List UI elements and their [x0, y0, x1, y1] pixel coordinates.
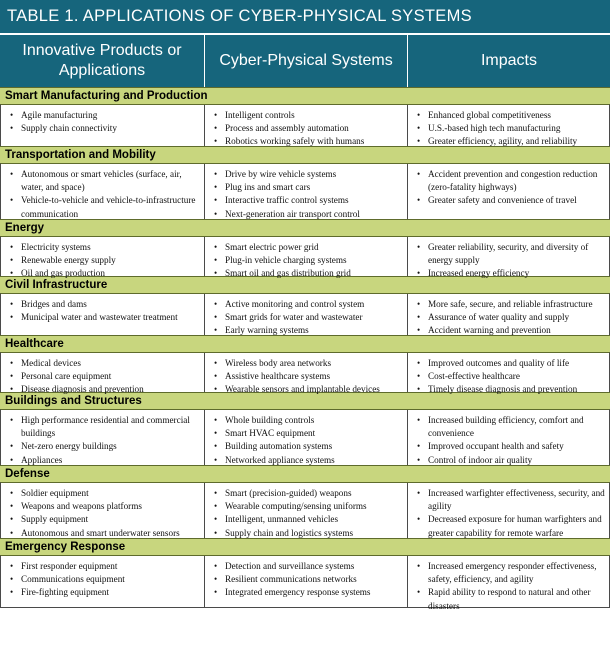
list-item: • Wearable computing/sensing uniforms — [213, 500, 404, 513]
impacts-cell — [407, 105, 609, 146]
section-row-energy — [0, 236, 610, 279]
impacts-cell — [407, 294, 609, 335]
list-item: • Personal care equipment — [9, 370, 201, 383]
list-item: • Agile manufacturing — [9, 109, 201, 122]
list-item: • Increased warfighter effectiveness, security, and agility — [416, 487, 606, 513]
list-item: • Wearable sensors and implantable devices — [213, 383, 404, 396]
section-header-healthcare: Healthcare — [0, 335, 610, 352]
impacts-list — [416, 414, 606, 467]
products-cell — [1, 105, 204, 146]
list-item: • Detection and surveillance systems — [213, 560, 404, 573]
table-header-row — [0, 33, 610, 87]
list-item: • Assurance of water quality and supply — [416, 311, 606, 324]
impacts-list — [416, 298, 606, 338]
products-list — [9, 241, 201, 281]
impacts-list — [416, 487, 606, 540]
products-list — [9, 168, 201, 221]
systems-list — [213, 298, 404, 338]
list-item: • More safe, secure, and reliable infrastructure — [416, 298, 606, 311]
list-item: • Intelligent, unmanned vehicles — [213, 513, 404, 526]
list-item: • Plug-in vehicle charging systems — [213, 254, 404, 267]
systems-list — [213, 109, 404, 149]
list-item: • Renewable energy supply — [9, 254, 201, 267]
list-item: • Process and assembly automation — [213, 122, 404, 135]
products-list — [9, 109, 201, 135]
section-row-smart-manufacturing-and-production — [0, 104, 610, 146]
impacts-cell — [407, 483, 609, 538]
list-item: • High performance residential and commercial buildings — [9, 414, 201, 440]
list-item: • Resilient communications networks — [213, 573, 404, 586]
list-item: • Wireless body area networks — [213, 357, 404, 370]
list-item: • Net-zero energy buildings — [9, 440, 201, 453]
list-item: • Greater reliability, security, and diversity of energy supply — [416, 241, 606, 267]
systems-list — [213, 414, 404, 467]
section-row-defense — [0, 482, 610, 538]
list-item: • Weapons and weapons platforms — [9, 500, 201, 513]
list-item: • Oil and gas production — [9, 267, 201, 280]
impacts-list — [416, 357, 606, 397]
list-item: • Increased emergency responder effectiveness, safety, efficiency, and agility — [416, 560, 606, 586]
list-item: • Building automation systems — [213, 440, 404, 453]
list-item: • Next-generation air transport control — [213, 208, 404, 221]
products-cell — [1, 556, 204, 607]
list-item: • Disease diagnosis and prevention — [9, 383, 201, 396]
products-list — [9, 298, 201, 324]
impacts-cell — [407, 164, 609, 219]
list-item: • Smart oil and gas distribution grid — [213, 267, 404, 280]
list-item: • Plug ins and smart cars — [213, 181, 404, 194]
list-item: • Increased energy efficiency — [416, 267, 606, 280]
list-item: • Assistive healthcare systems — [213, 370, 404, 383]
products-cell — [1, 483, 204, 538]
list-item: • Appliances — [9, 454, 201, 467]
systems-cell — [204, 105, 407, 146]
list-item: • Electricity systems — [9, 241, 201, 254]
section-header-buildings-and-structures: Buildings and Structures — [0, 392, 610, 409]
section-header-civil-infrastructure: Civil Infrastructure — [0, 276, 610, 293]
systems-cell — [204, 237, 407, 279]
list-item: • Improved outcomes and quality of life — [416, 357, 606, 370]
list-item: • Communications equipment — [9, 573, 201, 586]
list-item: • Enhanced global competitiveness — [416, 109, 606, 122]
list-item: • Drive by wire vehicle systems — [213, 168, 404, 181]
list-item: • Early warning systems — [213, 324, 404, 337]
impacts-list — [416, 109, 606, 149]
impacts-cell — [407, 410, 609, 465]
list-item: • Robotics working safely with humans — [213, 135, 404, 148]
list-item: • Networked appliance systems — [213, 454, 404, 467]
list-item: • Autonomous or smart vehicles (surface, air, water, and space) — [9, 168, 201, 194]
list-item: • Increased building efficiency, comfort and convenience — [416, 414, 606, 440]
list-item: • Interactive traffic control systems — [213, 194, 404, 207]
systems-cell — [204, 164, 407, 219]
list-item: • Bridges and dams — [9, 298, 201, 311]
list-item: • Smart HVAC equipment — [213, 427, 404, 440]
section-row-buildings-and-structures — [0, 409, 610, 465]
products-list — [9, 487, 201, 540]
systems-list — [213, 357, 404, 397]
products-list — [9, 560, 201, 600]
list-item: • Fire-fighting equipment — [9, 586, 201, 599]
systems-cell — [204, 410, 407, 465]
list-item: • Intelligent controls — [213, 109, 404, 122]
impacts-list — [416, 168, 606, 208]
list-item: • Cost-effective healthcare — [416, 370, 606, 383]
list-item: • Smart grids for water and wastewater — [213, 311, 404, 324]
section-row-civil-infrastructure — [0, 293, 610, 335]
table-body — [0, 87, 610, 611]
section-header-smart-manufacturing-and-production: Smart Manufacturing and Production — [0, 87, 610, 104]
section-header-energy: Energy — [0, 219, 610, 236]
products-cell — [1, 294, 204, 335]
list-item: • Greater safety and convenience of travel — [416, 194, 606, 207]
list-item: • Municipal water and wastewater treatment — [9, 311, 201, 324]
list-item: • Greater efficiency, agility, and reliability — [416, 135, 606, 148]
products-cell — [1, 353, 204, 395]
impacts-list — [416, 241, 606, 281]
list-item: • Accident prevention and congestion reduction (zero-fatality highways) — [416, 168, 606, 194]
section-header-emergency-response: Emergency Response — [0, 538, 610, 555]
section-row-transportation-and-mobility — [0, 163, 610, 219]
impacts-cell — [407, 237, 609, 279]
impacts-cell — [407, 353, 609, 395]
systems-list — [213, 560, 404, 600]
products-list — [9, 357, 201, 397]
list-item: • Vehicle-to-vehicle and vehicle-to-infrastructure communication — [9, 194, 201, 220]
list-item: • Medical devices — [9, 357, 201, 370]
list-item: • Rapid ability to respond to natural and other disasters — [416, 586, 606, 612]
list-item: • Soldier equipment — [9, 487, 201, 500]
list-item: • Control of indoor air quality — [416, 454, 606, 467]
systems-cell — [204, 483, 407, 538]
systems-cell — [204, 294, 407, 335]
list-item: • Supply equipment — [9, 513, 201, 526]
header-impacts: Impacts — [407, 35, 610, 87]
list-item: • Autonomous and smart underwater sensors — [9, 527, 201, 540]
products-cell — [1, 237, 204, 279]
header-systems: Cyber-Physical Systems — [204, 35, 407, 87]
list-item: • Integrated emergency response systems — [213, 586, 404, 599]
header-products: Innovative Products or Applications — [22, 42, 182, 79]
list-item: • First responder equipment — [9, 560, 201, 573]
systems-cell — [204, 556, 407, 607]
systems-list — [213, 241, 404, 281]
systems-list — [213, 168, 404, 221]
section-row-emergency-response — [0, 555, 610, 611]
products-cell — [1, 410, 204, 465]
systems-list — [213, 487, 404, 540]
products-list — [9, 414, 201, 467]
list-item: • Smart (precision-guided) weapons — [213, 487, 404, 500]
products-cell — [1, 164, 204, 219]
section-header-defense: Defense — [0, 465, 610, 482]
list-item: • Decreased exposure for human warfighters and greater capability for remote warfare — [416, 513, 606, 539]
list-item: • Improved occupant health and safety — [416, 440, 606, 453]
systems-cell — [204, 353, 407, 395]
list-item: • Accident warning and prevention — [416, 324, 606, 337]
list-item: • Smart electric power grid — [213, 241, 404, 254]
list-item: • Supply chain and logistics systems — [213, 527, 404, 540]
section-header-transportation-and-mobility: Transportation and Mobility — [0, 146, 610, 163]
list-item: • Whole building controls — [213, 414, 404, 427]
table-title: TABLE 1. APPLICATIONS OF CYBER-PHYSICAL SYSTEMS — [0, 0, 610, 33]
impacts-list — [416, 560, 606, 613]
list-item: • Active monitoring and control system — [213, 298, 404, 311]
list-item: • Supply chain connectivity — [9, 122, 201, 135]
section-row-healthcare — [0, 352, 610, 395]
impacts-cell — [407, 556, 609, 611]
list-item: • U.S.-based high tech manufacturing — [416, 122, 606, 135]
list-item: • Timely disease diagnosis and prevention — [416, 383, 606, 396]
